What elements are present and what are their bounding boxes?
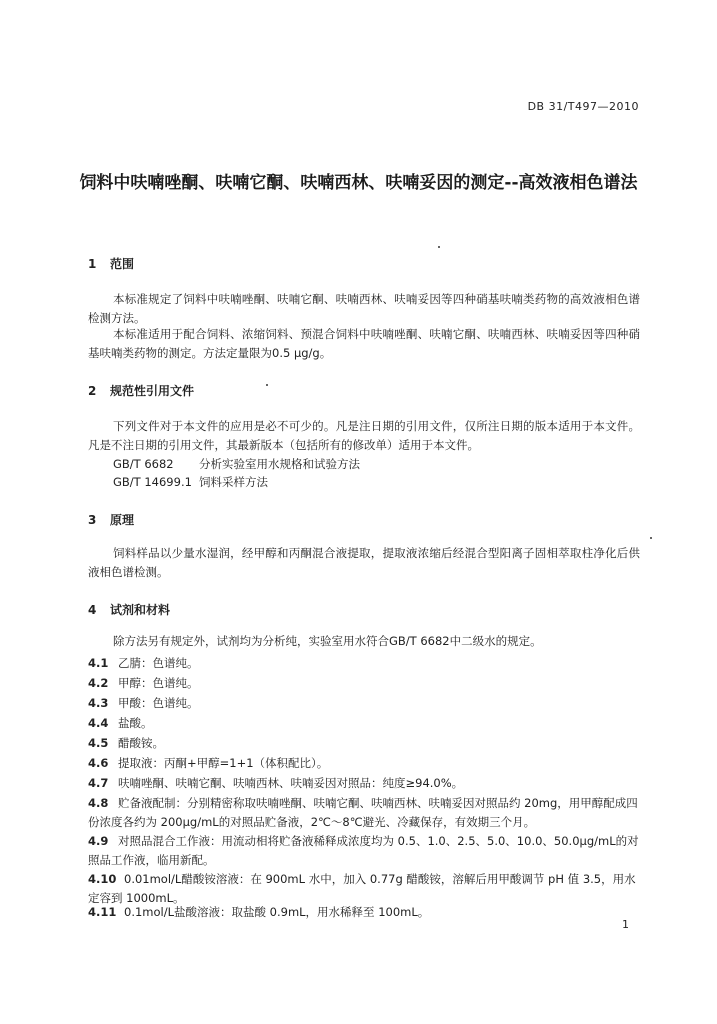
item-number: 4.10 <box>88 872 117 886</box>
reagent-item <box>88 694 640 713</box>
section-title: 规范性引用文件 <box>110 384 195 398</box>
reference-code: GB/T 6682 <box>113 457 174 471</box>
item-text: 贮备液配制：分别精密称取呋喃唑酮、呋喃它酮、呋喃西林、呋喃妥因对照品约 20mg，用甲醇配成四份浓度各约为 200μg/mL的对照品贮备液，2℃～8℃避光、冷藏保存，有效期三个月。 <box>88 796 638 829</box>
scan-speck <box>266 384 268 386</box>
reagent-item <box>88 754 640 773</box>
section-1-heading <box>88 255 134 272</box>
reagent-item <box>88 734 640 753</box>
reference-code: GB/T 14699.1 <box>113 475 192 489</box>
item-text: 甲醇：色谱纯。 <box>118 676 199 690</box>
reference-gbt-6682 <box>113 456 360 472</box>
scan-speck <box>438 246 440 248</box>
item-number: 4.4 <box>88 716 109 730</box>
item-text: 乙腈：色谱纯。 <box>118 656 199 670</box>
section-3-heading <box>88 511 134 528</box>
item-text: 0.01mol/L醋酸铵溶液：在 900mL 水中，加入 0.77g 醋酸铵，溶解后用甲酸调节 pH 值 3.5，用水定容到 1000mL。 <box>88 872 636 905</box>
reagent-item <box>88 774 640 793</box>
reagent-item <box>88 903 640 922</box>
item-number: 4.8 <box>88 796 109 810</box>
scope-paragraph-1: 本标准规定了饲料中呋喃唑酮、呋喃它酮、呋喃西林、呋喃妥因等四种硝基呋喃类药物的高效液相色谱检测方法。 <box>88 292 640 325</box>
document-title: 饲料中呋喃唑酮、呋喃它酮、呋喃西林、呋喃妥因的测定--高效液相色谱法 <box>79 173 638 193</box>
reference-title: 分析实验室用水规格和试验方法 <box>199 457 360 471</box>
item-number: 4.6 <box>88 756 109 770</box>
standard-code: DB 31/T497—2010 <box>527 100 639 113</box>
section-number: 2 <box>88 384 97 398</box>
principle-paragraph: 饲料样品以少量水湿润，经甲醇和丙酮混合液提取，提取液浓缩后经混合型阳离子固相萃取柱净化后供液相色谱检测。 <box>88 546 640 579</box>
item-text: 甲酸：色谱纯。 <box>118 696 199 710</box>
item-text: 醋酸铵。 <box>118 736 164 750</box>
section-2-heading <box>88 382 194 399</box>
reagent-item <box>88 654 640 673</box>
item-number: 4.3 <box>88 696 109 710</box>
section-title: 原理 <box>110 513 135 527</box>
item-text: 呋喃唑酮、呋喃它酮、呋喃西林、呋喃妥因对照品：纯度≥94.0%。 <box>118 776 464 790</box>
item-number: 4.1 <box>88 656 109 670</box>
section-number: 1 <box>88 257 97 271</box>
section-number: 3 <box>88 513 97 527</box>
reference-title: 饲料采样方法 <box>199 475 268 489</box>
item-text: 盐酸。 <box>118 716 153 730</box>
scope-paragraph-2: 本标准适用于配合饲料、浓缩饲料、预混合饲料中呋喃唑酮、呋喃它酮、呋喃西林、呋喃妥因等四种硝基呋喃类药物的测定。方法定量限为0.5 μg/g。 <box>88 327 640 360</box>
item-number: 4.11 <box>88 905 117 919</box>
item-text: 0.1mol/L盐酸溶液：取盐酸 0.9mL，用水稀释至 100mL。 <box>124 905 430 919</box>
reagent-item <box>88 794 640 832</box>
normative-paragraph: 下列文件对于本文件的应用是必不可少的。凡是注日期的引用文件，仅所注日期的版本适用于本文件。凡是不注日期的引用文件，其最新版本（包括所有的修改单）适用于本文件。 <box>88 419 640 452</box>
item-number: 4.5 <box>88 736 109 750</box>
item-number: 4.9 <box>88 834 109 848</box>
reagent-item <box>88 674 640 693</box>
reagent-item <box>88 832 640 870</box>
item-text: 提取液：丙酮+甲醇=1+1（体积配比）。 <box>118 756 329 770</box>
item-number: 4.2 <box>88 676 109 690</box>
reagent-item <box>88 714 640 733</box>
section-4-heading <box>88 601 170 618</box>
reagents-intro: 除方法另有规定外，试剂均为分析纯，实验室用水符合GB/T 6682中二级水的规定。 <box>113 634 542 648</box>
page-number: 1 <box>622 918 629 931</box>
reference-gbt-14699-1 <box>113 474 268 490</box>
scan-speck <box>650 537 652 539</box>
item-number: 4.7 <box>88 776 109 790</box>
item-text: 对照品混合工作液：用流动相将贮备液稀释成浓度均为 0.5、1.0、2.5、5.0、10.0、50.0μg/mL的对照品工作液，临用新配。 <box>88 834 639 867</box>
section-number: 4 <box>88 603 97 617</box>
section-title: 范围 <box>110 257 135 271</box>
section-title: 试剂和材料 <box>110 603 171 617</box>
